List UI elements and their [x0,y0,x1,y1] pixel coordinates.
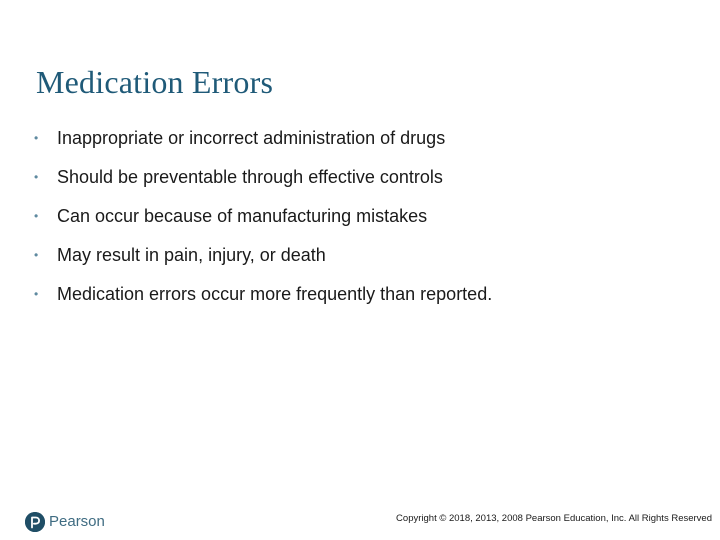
slide-title: Medication Errors [36,64,274,100]
bullet-item [34,124,492,163]
bullet-text: Should be preventable through effective controls [57,167,443,187]
bullet-item [34,280,492,319]
bullet-icon: • [34,170,39,184]
pearson-logo [25,510,105,534]
copyright-notice: Copyright © 2018, 2013, 2008 Pearson Education, Inc. All Rights Reserved [396,513,712,524]
bullet-item [34,241,492,280]
bullet-text: Inappropriate or incorrect administration of drugs [57,128,446,148]
bullet-item [34,202,492,241]
bullet-icon: • [34,209,39,223]
bullet-icon: • [34,287,39,301]
bullet-list [34,124,492,319]
bullet-icon: • [34,131,39,145]
pearson-logo-icon [25,512,45,532]
bullet-text: Can occur because of manufacturing mistakes [57,206,428,226]
bullet-text: Medication errors occur more frequently than reported. [57,284,493,304]
pearson-logo-text: Pearson [49,513,105,530]
bullet-icon: • [34,248,39,262]
bullet-item [34,163,492,202]
bullet-text: May result in pain, injury, or death [57,245,326,265]
